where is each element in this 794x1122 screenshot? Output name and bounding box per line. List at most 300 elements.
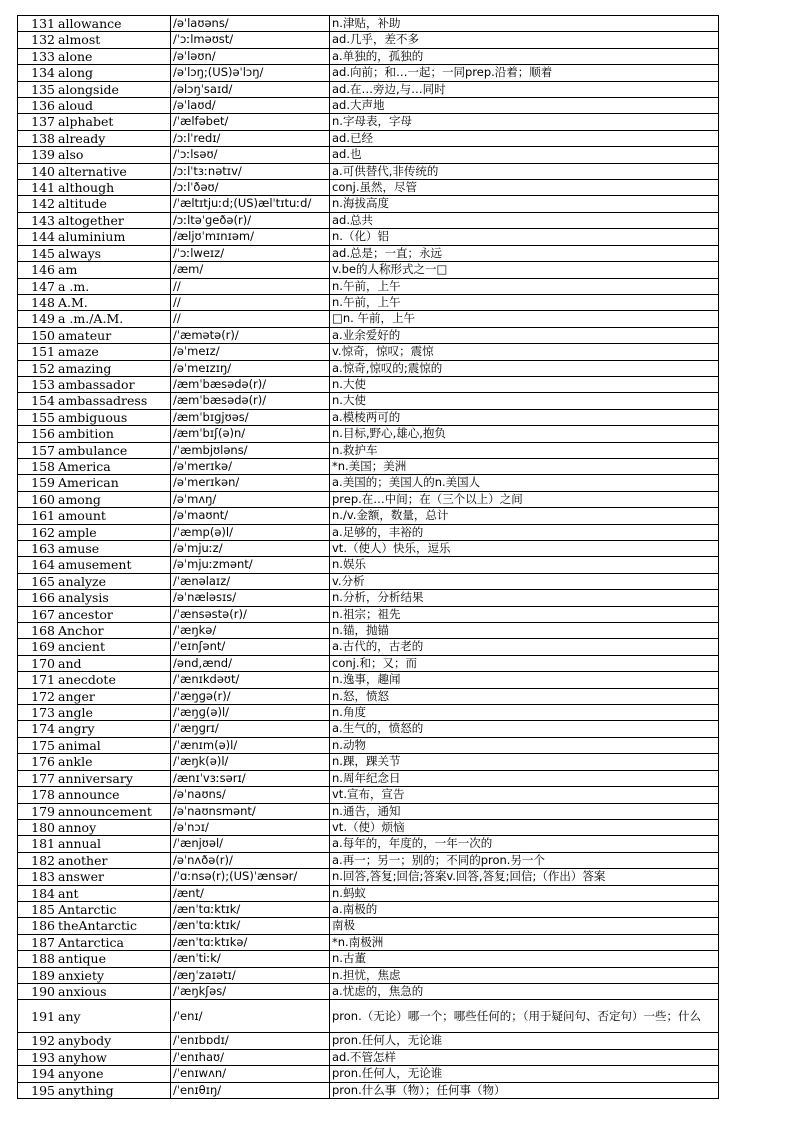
definition-cell: n.通告，通知 [330,803,719,819]
word-cell: aluminium [57,229,171,245]
table-row [18,1066,719,1082]
word-cell: animal [57,737,171,753]
row-number: 192 [18,1033,58,1049]
table-row [18,16,719,32]
phonetic-cell: /əˈnaʊns/ [171,787,330,803]
row-number: 147 [18,278,58,294]
word-cell: annual [57,836,171,852]
table-row [18,803,719,819]
table-row [18,819,719,835]
table-row [18,688,719,704]
row-number: 183 [18,869,58,885]
word-cell: and [57,655,171,671]
row-number: 194 [18,1066,58,1082]
table-row [18,311,719,327]
definition-cell: v.惊奇，惊叹；震惊 [330,344,719,360]
row-number: 178 [18,787,58,803]
definition-cell: vt.（使人）快乐，逗乐 [330,541,719,557]
phonetic-cell: /ˈɔːlməʊst/ [171,32,330,48]
table-row [18,130,719,146]
table-row [18,639,719,655]
phonetic-cell: /ˈænəlaɪz/ [171,573,330,589]
word-cell: altogether [57,212,171,228]
phonetic-cell: /ˈænɪm(ə)l/ [171,737,330,753]
phonetic-cell: /ænˈtɑːktɪk/ [171,901,330,917]
phonetic-cell: /əˈnæləsɪs/ [171,590,330,606]
row-number: 189 [18,967,58,983]
definition-cell: n.娱乐 [330,557,719,573]
table-row [18,852,719,868]
word-cell: anxious [57,983,171,999]
table-row [18,1000,719,1033]
phonetic-cell: // [171,311,330,327]
table-row [18,278,719,294]
phonetic-cell: /ˈænɪkdəʊt/ [171,672,330,688]
word-cell: ant [57,885,171,901]
definition-cell: n.午前，上午 [330,278,719,294]
word-cell: amuse [57,541,171,557]
table-row [18,393,719,409]
table-row [18,737,719,753]
row-number: 161 [18,508,58,524]
row-number: 143 [18,212,58,228]
definition-cell: ad.也 [330,147,719,163]
table-row [18,705,719,721]
definition-cell: a.足够的，丰裕的 [330,524,719,540]
word-cell: amazing [57,360,171,376]
definition-cell: n.角度 [330,705,719,721]
phonetic-cell: /ˈæŋkʃəs/ [171,983,330,999]
table-row [18,81,719,97]
row-number: 193 [18,1049,58,1065]
definition-cell: a.惊奇,惊叹的;震惊的 [330,360,719,376]
phonetic-cell: /əˈmeɪzɪŋ/ [171,360,330,376]
phonetic-cell: /əˈmerɪkən/ [171,475,330,491]
table-row [18,590,719,606]
definition-cell: vt.宣布，宣告 [330,787,719,803]
table-row [18,327,719,343]
definition-cell: pron.任何人，无论谁 [330,1066,719,1082]
word-cell: ancient [57,639,171,655]
definition-cell: a.模棱两可的 [330,409,719,425]
definition-cell: ad.总是；一直；永远 [330,245,719,261]
phonetic-cell: /ˈenɪhaʊ/ [171,1049,330,1065]
word-cell: amateur [57,327,171,343]
table-row [18,754,719,770]
definition-cell: n.大使 [330,393,719,409]
phonetic-cell: /ˈæmətə(r)/ [171,327,330,343]
row-number: 139 [18,147,58,163]
word-cell: angle [57,705,171,721]
word-cell: theAntarctic [57,918,171,934]
word-cell: ankle [57,754,171,770]
row-number: 157 [18,442,58,458]
table-row [18,721,719,737]
row-number: 152 [18,360,58,376]
word-cell: ancestor [57,606,171,622]
definition-cell: a.每年的，年度的，一年一次的 [330,836,719,852]
table-row [18,475,719,491]
row-number: 155 [18,409,58,425]
phonetic-cell: /ˈælfəbet/ [171,114,330,130]
definition-cell: n.目标,野心,雄心,抱负 [330,426,719,442]
definition-cell: v.分析 [330,573,719,589]
definition-cell: a.业余爱好的 [330,327,719,343]
phonetic-cell: /ɔːltəˈɡeðə(r)/ [171,212,330,228]
row-number: 185 [18,901,58,917]
table-row [18,48,719,64]
word-cell: anniversary [57,770,171,786]
phonetic-cell: // [171,294,330,310]
row-number: 187 [18,934,58,950]
word-cell: anecdote [57,672,171,688]
row-number: 137 [18,114,58,130]
word-cell: Anchor [57,623,171,639]
phonetic-cell: /ˈɑːnsə(r);(US)ˈænsər/ [171,869,330,885]
word-cell: Antarctica [57,934,171,950]
definition-cell: n.动物 [330,737,719,753]
table-row [18,344,719,360]
phonetic-cell: /ænɪˈvɜːsərɪ/ [171,770,330,786]
table-row [18,212,719,228]
row-number: 145 [18,245,58,261]
definition-cell: ad.大声地 [330,98,719,114]
table-row [18,114,719,130]
phonetic-cell: /əˈmaʊnt/ [171,508,330,524]
row-number: 182 [18,852,58,868]
phonetic-cell: /əˈlɔŋ;(US)əˈlɔŋ/ [171,65,330,81]
table-row [18,918,719,934]
definition-cell: conj.和；又；而 [330,655,719,671]
word-cell: among [57,491,171,507]
phonetic-cell: /əˈlaʊd/ [171,98,330,114]
phonetic-cell: /æmˈbæsədə(r)/ [171,376,330,392]
phonetic-cell: /ˈæltɪtjuːd;(US)ælˈtɪtuːd/ [171,196,330,212]
word-cell: a .m. [57,278,171,294]
definition-cell: a.忧虑的，焦急的 [330,983,719,999]
word-cell: antique [57,951,171,967]
row-number: 169 [18,639,58,655]
row-number: 167 [18,606,58,622]
phonetic-cell: /æljʊˈmɪnɪəm/ [171,229,330,245]
row-number: 150 [18,327,58,343]
word-cell: any [57,1000,171,1033]
word-cell: America [57,458,171,474]
word-cell: allowance [57,16,171,32]
word-cell: Antarctic [57,901,171,917]
definition-cell: a.美国的；美国人的n.美国人 [330,475,719,491]
word-cell: already [57,130,171,146]
row-number: 154 [18,393,58,409]
table-row [18,147,719,163]
word-cell: announcement [57,803,171,819]
phonetic-cell: /ɔːlˈredɪ/ [171,130,330,146]
row-number: 158 [18,458,58,474]
word-cell: along [57,65,171,81]
table-row [18,491,719,507]
definition-cell: prep.在…中间；在（三个以上）之间 [330,491,719,507]
definition-cell: *n.美国；美洲 [330,458,719,474]
phonetic-cell: /əˈlaʊəns/ [171,16,330,32]
word-cell: angry [57,721,171,737]
word-cell: anger [57,688,171,704]
word-cell: ample [57,524,171,540]
row-number: 138 [18,130,58,146]
word-cell: alone [57,48,171,64]
table-row [18,524,719,540]
definition-cell: a.古代的，古老的 [330,639,719,655]
table-row [18,229,719,245]
phonetic-cell: /ˈenɪbɒdɪ/ [171,1033,330,1049]
row-number: 190 [18,983,58,999]
definition-cell: pron.（无论）哪一个；哪些任何的；（用于疑问句、否定句）一些；什么 [330,1000,719,1033]
definition-cell: a.可供替代,非传统的 [330,163,719,179]
row-number: 134 [18,65,58,81]
row-number: 170 [18,655,58,671]
table-row [18,98,719,114]
word-cell: answer [57,869,171,885]
word-cell: alphabet [57,114,171,130]
vocabulary-table-body [18,16,719,1099]
word-cell: ambition [57,426,171,442]
definition-cell: n.分析，分析结果 [330,590,719,606]
table-row [18,196,719,212]
word-cell: anything [57,1082,171,1098]
row-number: 141 [18,180,58,196]
table-row [18,836,719,852]
phonetic-cell: /ˈenɪwʌn/ [171,1066,330,1082]
row-number: 140 [18,163,58,179]
phonetic-cell: /əˈnʌðə(r)/ [171,852,330,868]
row-number: 136 [18,98,58,114]
phonetic-cell: /əˈnɔɪ/ [171,819,330,835]
table-row [18,901,719,917]
definition-cell: n.怒，愤怒 [330,688,719,704]
table-row [18,1049,719,1065]
table-row [18,672,719,688]
word-cell: anyhow [57,1049,171,1065]
table-row [18,1033,719,1049]
word-cell: annoy [57,819,171,835]
definition-cell: □n. 午前，上午 [330,311,719,327]
phonetic-cell: /æŋˈzaɪətɪ/ [171,967,330,983]
phonetic-cell: /ˈæŋk(ə)l/ [171,754,330,770]
definition-cell: n.踝，踝关节 [330,754,719,770]
definition-cell: vt.（使）烦恼 [330,819,719,835]
table-row [18,606,719,622]
definition-cell: n.海拔高度 [330,196,719,212]
definition-cell: conj.虽然，尽管 [330,180,719,196]
phonetic-cell: /ænt/ [171,885,330,901]
definition-cell: n.古董 [330,951,719,967]
table-row [18,163,719,179]
row-number: 142 [18,196,58,212]
phonetic-cell: /æmˈbɪɡjʊəs/ [171,409,330,425]
word-cell: ambassador [57,376,171,392]
row-number: 165 [18,573,58,589]
phonetic-cell: /ɔːlˈðəʊ/ [171,180,330,196]
definition-cell: n.蚂蚁 [330,885,719,901]
definition-cell: ad.几乎，差不多 [330,32,719,48]
definition-cell: ad.已经 [330,130,719,146]
word-cell: A.M. [57,294,171,310]
phonetic-cell: /əˈmerɪkə/ [171,458,330,474]
definition-cell: a.生气的，愤怒的 [330,721,719,737]
phonetic-cell: /ˈæŋɡ(ə)l/ [171,705,330,721]
table-row [18,32,719,48]
phonetic-cell: // [171,278,330,294]
phonetic-cell: /ˈɔːlsəʊ/ [171,147,330,163]
word-cell: anxiety [57,967,171,983]
word-cell: analysis [57,590,171,606]
word-cell: another [57,852,171,868]
word-cell: analyze [57,573,171,589]
row-number: 191 [18,1000,58,1033]
row-number: 177 [18,770,58,786]
definition-cell: n./v.金额，数量，总计 [330,508,719,524]
phonetic-cell: /əˈmeɪz/ [171,344,330,360]
table-row [18,508,719,524]
phonetic-cell: /ˈæŋkə/ [171,623,330,639]
table-row [18,787,719,803]
row-number: 164 [18,557,58,573]
row-number: 144 [18,229,58,245]
definition-cell: *n.南极洲 [330,934,719,950]
row-number: 171 [18,672,58,688]
table-row [18,967,719,983]
row-number: 151 [18,344,58,360]
phonetic-cell: /ənd,ænd/ [171,655,330,671]
row-number: 173 [18,705,58,721]
table-row [18,770,719,786]
table-row [18,557,719,573]
phonetic-cell: /ˈæmp(ə)l/ [171,524,330,540]
word-cell: altitude [57,196,171,212]
definition-cell: n.祖宗；祖先 [330,606,719,622]
definition-cell: pron.任何人，无论谁 [330,1033,719,1049]
definition-cell: n.回答,答复;回信;答案v.回答,答复;回信;（作出）答案 [330,869,719,885]
phonetic-cell: /ɔːlˈtɜːnətɪv/ [171,163,330,179]
definition-cell: n.午前，上午 [330,294,719,310]
phonetic-cell: /ˈenɪθɪŋ/ [171,1082,330,1098]
definition-cell: n.担忧，焦虑 [330,967,719,983]
phonetic-cell: /æmˈbæsədə(r)/ [171,393,330,409]
table-row [18,458,719,474]
definition-cell: n.津贴，补助 [330,16,719,32]
phonetic-cell: /ˈeɪnʃənt/ [171,639,330,655]
phonetic-cell: /əˈmʌŋ/ [171,491,330,507]
row-number: 149 [18,311,58,327]
table-row [18,623,719,639]
word-cell: announce [57,787,171,803]
table-row [18,376,719,392]
phonetic-cell: /ˈænsəstə(r)/ [171,606,330,622]
row-number: 131 [18,16,58,32]
definition-cell: a.单独的，孤独的 [330,48,719,64]
table-row [18,983,719,999]
table-row [18,262,719,278]
row-number: 168 [18,623,58,639]
row-number: 181 [18,836,58,852]
table-row [18,573,719,589]
row-number: 146 [18,262,58,278]
row-number: 133 [18,48,58,64]
table-row [18,934,719,950]
word-cell: always [57,245,171,261]
row-number: 153 [18,376,58,392]
table-row [18,294,719,310]
definition-cell: 南极 [330,918,719,934]
definition-cell: ad.不管怎样 [330,1049,719,1065]
word-cell: alternative [57,163,171,179]
definition-cell: v.be的人称形式之一□ [330,262,719,278]
table-row [18,245,719,261]
row-number: 163 [18,541,58,557]
word-cell: ambulance [57,442,171,458]
table-row [18,360,719,376]
phonetic-cell: /ˈæmbjʊləns/ [171,442,330,458]
row-number: 172 [18,688,58,704]
definition-cell: ad.向前；和…一起；一同prep.沿着；顺着 [330,65,719,81]
definition-cell: pron.什么事（物）；任何事（物） [330,1082,719,1098]
word-cell: alongside [57,81,171,97]
vocabulary-table [17,15,719,1099]
definition-cell: n.逸事，趣闻 [330,672,719,688]
definition-cell: ad.在…旁边,与…同时 [330,81,719,97]
definition-cell: a.南极的 [330,901,719,917]
table-row [18,409,719,425]
phonetic-cell: /əˈmjuːzmənt/ [171,557,330,573]
phonetic-cell: /əˈləʊn/ [171,48,330,64]
word-cell: am [57,262,171,278]
table-row [18,885,719,901]
row-number: 148 [18,294,58,310]
table-row [18,655,719,671]
table-row [18,180,719,196]
row-number: 180 [18,819,58,835]
table-row [18,1082,719,1098]
phonetic-cell: /ˈenɪ/ [171,1000,330,1033]
definition-cell: n.大使 [330,376,719,392]
phonetic-cell: /ænˈtiːk/ [171,951,330,967]
definition-cell: n.字母表，字母 [330,114,719,130]
word-cell: anybody [57,1033,171,1049]
row-number: 166 [18,590,58,606]
phonetic-cell: /æmˈbɪʃ(ə)n/ [171,426,330,442]
row-number: 159 [18,475,58,491]
phonetic-cell: /æm/ [171,262,330,278]
definition-cell: n.锚，抛锚 [330,623,719,639]
word-cell: also [57,147,171,163]
phonetic-cell: /ænˈtɑːktɪk/ [171,918,330,934]
table-row [18,951,719,967]
row-number: 184 [18,885,58,901]
word-cell: amusement [57,557,171,573]
word-cell: almost [57,32,171,48]
row-number: 188 [18,951,58,967]
definition-cell: ad.总共 [330,212,719,228]
table-row [18,426,719,442]
row-number: 179 [18,803,58,819]
word-cell: American [57,475,171,491]
row-number: 162 [18,524,58,540]
row-number: 176 [18,754,58,770]
word-cell: amount [57,508,171,524]
word-cell: amaze [57,344,171,360]
phonetic-cell: /ænˈtɑːktɪkə/ [171,934,330,950]
phonetic-cell: /ˈænjʊəl/ [171,836,330,852]
phonetic-cell: /ˈæŋɡə(r)/ [171,688,330,704]
